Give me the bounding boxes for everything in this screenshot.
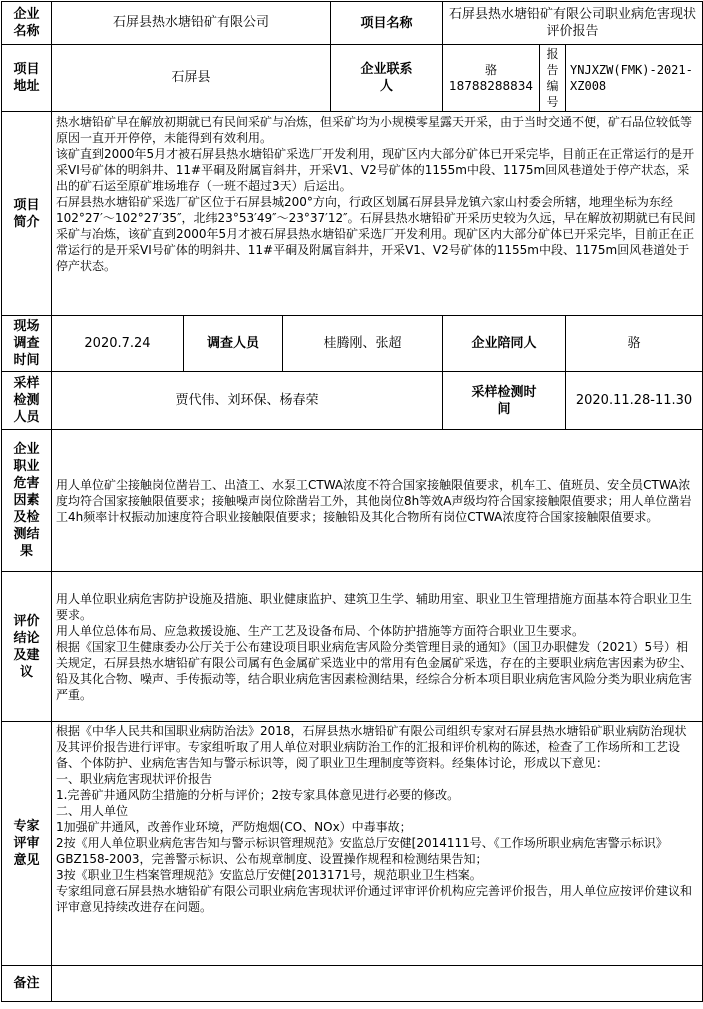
summary-text	[52, 112, 703, 316]
expert-label: 专家 评审 意见	[2, 722, 52, 966]
report-no-label: 报告编号	[540, 45, 566, 112]
conclusion-paragraph: 用人单位总体布局、应急救援设施、生产工艺及设备布局、个体防护措施等方面符合职业卫生要求。	[56, 623, 585, 638]
project-address-label: 项目 地址	[2, 45, 52, 112]
evaluation-form	[1, 1, 703, 1002]
project-address-value: 石屏县	[52, 45, 331, 112]
hazard-label: 企业 职业 危害 因素 及检 测结 果	[2, 430, 52, 572]
escort-label: 企业陪同人	[443, 316, 566, 372]
company-label: 企业 名称	[2, 2, 52, 45]
row-address	[2, 45, 703, 112]
summary-paragraph: 石屏县热水塘铅矿采选厂矿区位于石屏县城200°方向，行政区划属石屏县异龙镇六家山村委会所辖，地理坐标为东经102°27′～102°27′35″，北纬23°53′49″～23°37′12″。石屏县热水塘铅矿开采历史较为久远，早在解放初期就已有民间采矿与冶炼，该矿直到2000年5月才被石屏县热水塘铅矿采选厂开发利用。现矿区内大部分矿体已开采完毕，目前正在正常运行的是开采VI号矿体的明斜井、11#平硐及附属盲斜井，开采V1、V2号矿体的1155m中段、1175m回风巷道处于停产状态。	[56, 195, 696, 273]
company-value: 石屏县热水塘铅矿有限公司	[52, 2, 331, 45]
investigator-label: 调查人员	[184, 316, 283, 372]
remark-label: 备注	[2, 966, 52, 1002]
sampling-staff-value: 贾代伟、刘环保、杨春荣	[52, 372, 443, 430]
sampling-staff-label: 采样 检测 人员	[2, 372, 52, 430]
expert-paragraph: 二、用人单位	[56, 804, 129, 818]
contact-value: 骆 18788288834	[443, 45, 540, 112]
contact-label: 企业联系 人	[331, 45, 443, 112]
project-name-label: 项目名称	[331, 2, 443, 45]
summary-paragraph: 热水塘铅矿早在解放初期就已有民间采矿与冶炼，但采矿均为小规模零星露天开采，由于当时交通不便，矿石品位较低等原因一直开开停停，未能得到有效利用。	[56, 115, 693, 145]
row-sampling	[2, 372, 703, 430]
row-conclusion	[2, 572, 703, 722]
row-expert	[2, 722, 703, 966]
conclusion-paragraph: 用人单位职业病危害防护设施及措施、职业健康监护、建筑卫生学、辅助用室、职业卫生管理措施方面基本符合职业卫生要求。	[56, 591, 693, 622]
row-hazard	[2, 430, 703, 572]
investigator-value: 桂腾刚、张超	[283, 316, 443, 372]
summary-paragraph: 该矿直到2000年5月才被石屏县热水塘铅矿采选厂开发利用，现矿区内大部分矿体已开采完毕，目前正在正常运行的是开采VI号矿体的明斜井、11#平硐及附属盲斜井，开采V1、V2号矿体的1155m中段、1175m回风巷道处于停产状态，采出的矿石运至原矿堆场堆存（一班不超过3天）后运出。	[56, 147, 695, 193]
sampling-time-value: 2020.11.28-11.30	[566, 372, 703, 430]
summary-label: 项目 简介	[2, 112, 52, 316]
expert-paragraph: 根据《中华人民共和国职业病防治法》2018，石屏县热水塘铅矿有限公司组织专家对石屏县热水塘铅矿职业病防治现状及其评价报告进行评审。专家组听取了用人单位对职业病防治工作的汇报和评价机构的陈述，检查了工作场所和工艺设备、个体防护、业病危害告知与警示标识等，阅了职业卫生理制度等资料。经集体讨论，形成以下意见：	[56, 724, 687, 770]
remark-value	[52, 966, 703, 1002]
expert-paragraph: 专家组同意石屏县热水塘铅矿有限公司职业病危害现状评价通过评审评价机构应完善评价报告，用人单位应按评价建议和评审意见持续改进存在问题。	[56, 884, 693, 914]
survey-time-label: 现场 调查 时间	[2, 316, 52, 372]
row-survey	[2, 316, 703, 372]
hazard-text: 用人单位矿尘接触岗位凿岩工、出渣工、水泵工CTWA浓度不符合国家接触限值要求，机车工、值班员、安全员CTWA浓度均符合国家接触限值要求；接触噪声岗位除凿岩工外，其他岗位8h等效A声级均符合国家接触限值要求；用人单位凿岩工4h频率计权振动加速度符合职业接触限值要求；接触铅及其化合物所有岗位CTWA浓度符合国家接触限值要求。	[52, 430, 703, 572]
expert-paragraph: 2按《用人单位职业病危害告知与警示标识管理规范》安监总厅安健[2014111号、《工作场所职业病危害警示标识》GBZ158-2003，完善警示标识、公布规章制度、设置操作规程和检测结果告知；	[56, 836, 668, 866]
row-summary	[2, 112, 703, 316]
expert-paragraph: 1.完善矿井通风防尘措施的分析与评价；2按专家具体意见进行必要的修改。	[56, 788, 460, 802]
survey-time-value: 2020.7.24	[52, 316, 184, 372]
expert-paragraph: 3按《职业卫生档案管理规范》安监总厅安健[2013171号，规范职业卫生档案。	[56, 868, 482, 882]
expert-paragraph: 一、职业病危害现状评价报告	[56, 772, 213, 786]
conclusion-text	[52, 572, 703, 722]
expert-text	[52, 722, 703, 966]
project-name-value: 石屏县热水塘铅矿有限公司职业病危害现状评价报告	[443, 2, 703, 45]
row-remark	[2, 966, 703, 1002]
report-no-value: YNJXZW(FMK)-2021-XZ008	[566, 45, 703, 112]
conclusion-paragraph: 根据《国家卫生健康委办公厅关于公布建设项目职业病危害风险分类管理目录的通知》（国卫办职健发（2021）5号）相关规定，石屏县热水塘铅矿有限公司属有色金属矿采选业中的常用有色金属矿采选，存在的主要职业病危害因素为矽尘、铅及其化合物、噪声、手传振动等，结合职业病危害因素检测结果，经综合分析本项目职业病危害风险分类为职业病危害严重。	[56, 639, 693, 702]
expert-paragraph: 1加强矿井通风，改善作业环境，严防炮烟(CO、NOx）中毒事故；	[56, 820, 412, 834]
sampling-time-label: 采样检测时 间	[443, 372, 566, 430]
escort-value: 骆	[566, 316, 703, 372]
conclusion-label: 评价 结论 及建 议	[2, 572, 52, 722]
row-company	[2, 2, 703, 45]
